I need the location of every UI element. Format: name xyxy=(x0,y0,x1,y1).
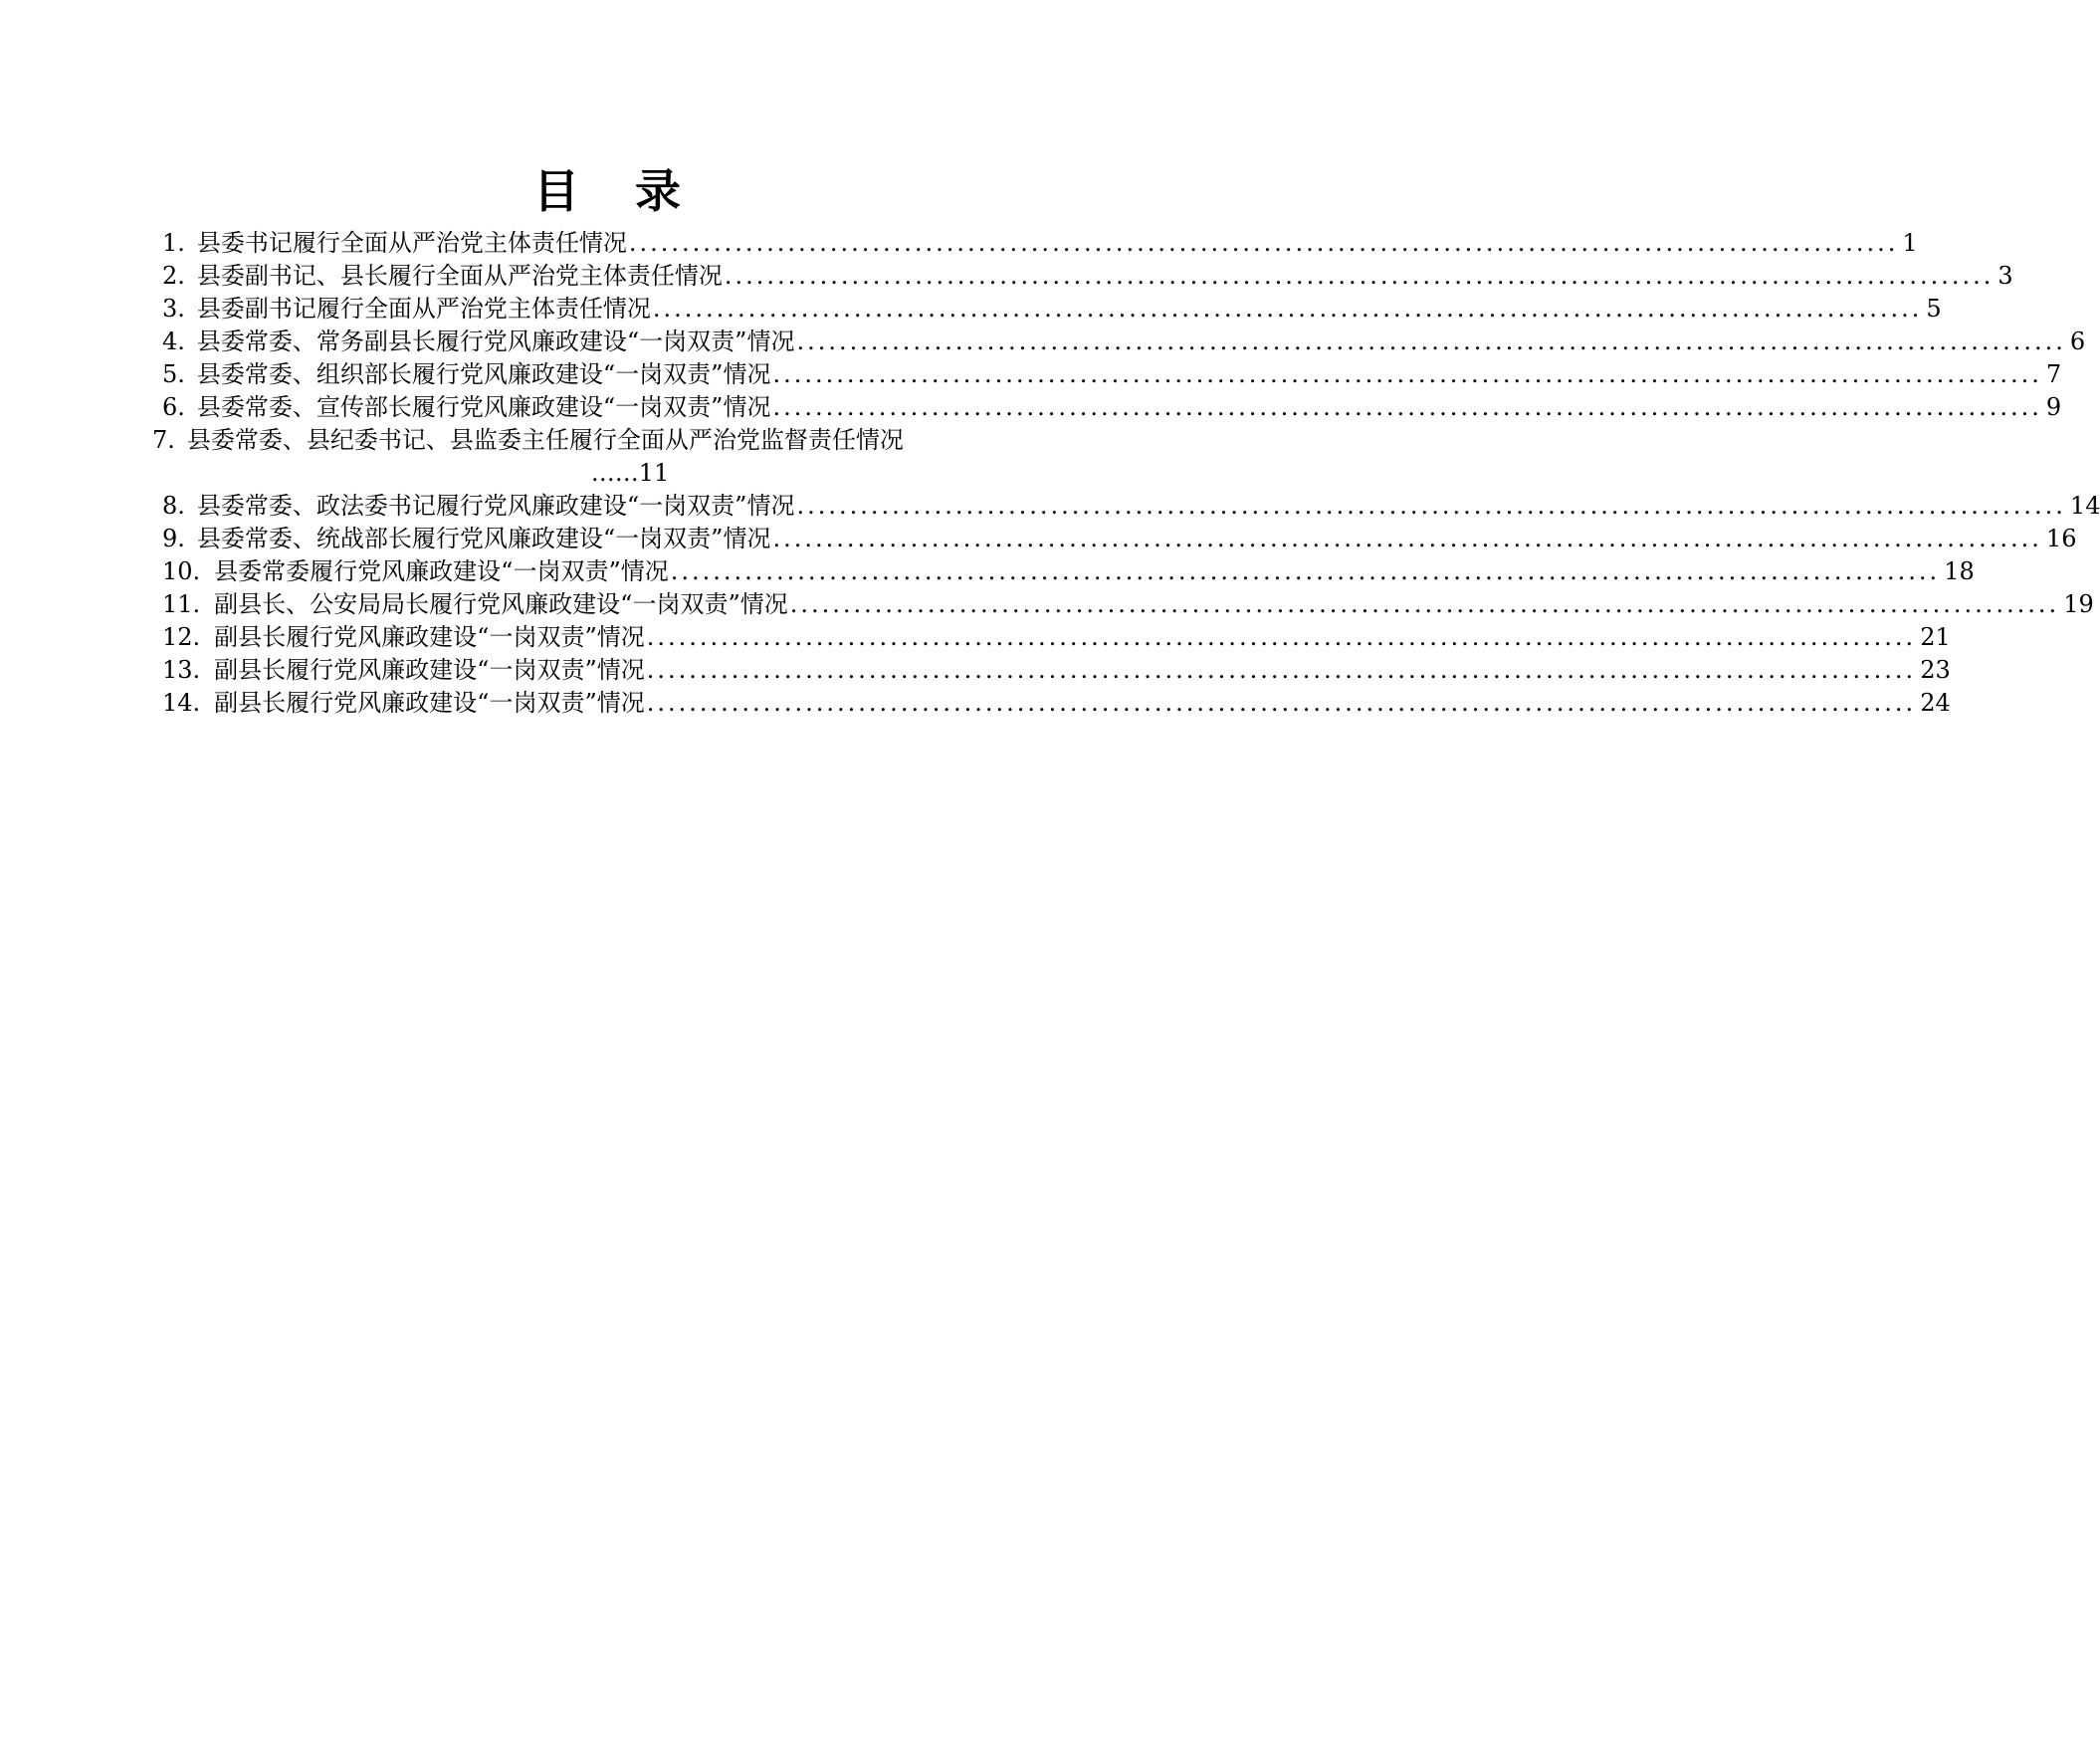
toc-entry[interactable] xyxy=(162,227,1918,260)
toc-entry-text: 县委书记履行全面从严治党主体责任情况 xyxy=(196,229,627,257)
toc-entry-page: 5 xyxy=(1926,295,1942,323)
toc-entry-page: 19 xyxy=(2063,590,2094,618)
toc-entry-text: 副县长履行党风廉政建设“一岗双责”情况 xyxy=(214,689,645,717)
toc-entry-number: 6. xyxy=(162,393,185,421)
toc-entry-page: 9 xyxy=(2045,393,2062,421)
toc-entry-text: 县委常委履行党风廉政建设“一岗双责”情况 xyxy=(214,557,669,585)
toc-entry[interactable] xyxy=(162,555,1975,588)
toc-entry-text: 县委常委、政法委书记履行党风廉政建设“一岗双责”情况 xyxy=(196,492,795,520)
toc-entry[interactable] xyxy=(162,588,2094,621)
toc-entry-dots: ........................................................................................................................ xyxy=(796,492,2066,520)
toc-entry-line xyxy=(152,424,1167,457)
toc-entry-number: 3. xyxy=(162,295,185,323)
toc-entry-page: 24 xyxy=(1920,689,1951,717)
toc-entry-dots: ........................................................................................................................ xyxy=(646,656,1917,684)
toc-entry[interactable] xyxy=(162,391,2062,424)
toc-entry-page: 21 xyxy=(1920,623,1951,651)
toc-entry-dots: ........................................................................................................................ xyxy=(628,229,1899,257)
toc-entry-dots: ........................................................................................................................ xyxy=(670,557,1941,585)
toc-entry-text: 县委常委、组织部长履行党风廉政建设“一岗双责”情况 xyxy=(196,360,771,388)
toc-entry-dots: ........................................................................................................................ xyxy=(724,262,1995,290)
toc-entry-text: 县委常委、县纪委书记、县监委主任履行全面从严治党监督责任情况 xyxy=(186,426,904,454)
toc-entry-dots: ........................................................................................................................ xyxy=(646,689,1917,717)
toc-title: 目 录 xyxy=(532,164,701,218)
toc-entry-page: 23 xyxy=(1920,656,1951,684)
toc-entry-text: 副县长履行党风廉政建设“一岗双责”情况 xyxy=(214,656,645,684)
toc-entry-dots: ........................................................................................................................ xyxy=(772,525,2042,552)
toc-entry-dots: ........................................................................................................................ xyxy=(796,328,2066,355)
toc-entry-page: 18 xyxy=(1944,557,1975,585)
toc-entry-dots: ........................................................................................................................ xyxy=(789,590,2060,618)
toc-entry-text: 县委副书记、县长履行全面从严治党主体责任情况 xyxy=(196,262,723,290)
toc-entry-number: 14. xyxy=(162,689,201,717)
toc-entry-dots: ........................................................................................................................ xyxy=(646,623,1917,651)
toc-entry-number: 1. xyxy=(162,229,185,257)
toc-entry-text: 副县长、公安局局长履行党风廉政建设“一岗双责”情况 xyxy=(214,590,788,618)
toc-entry[interactable] xyxy=(152,424,1167,490)
toc-entry-number: 4. xyxy=(162,328,185,355)
toc-entry[interactable] xyxy=(162,490,2100,523)
toc-entry-number: 9. xyxy=(162,525,185,552)
toc-entry-number: 2. xyxy=(162,262,185,290)
toc-entry-text: 副县长履行党风廉政建设“一岗双责”情况 xyxy=(214,623,645,651)
toc-entry[interactable] xyxy=(162,621,1951,654)
toc-entry-dots: ........................................................................................................................ xyxy=(772,360,2042,388)
toc-entry[interactable] xyxy=(162,687,1951,720)
toc-entry-page: 6 xyxy=(2069,328,2086,355)
toc-entry-text: 县委常委、统战部长履行党风廉政建设“一岗双责”情况 xyxy=(196,525,771,552)
toc-entry-number: 10. xyxy=(162,557,201,585)
toc-entry[interactable] xyxy=(162,358,2062,391)
toc-entry-number: 11. xyxy=(162,590,201,618)
toc-entry[interactable] xyxy=(162,654,1951,687)
toc-entry-page: 3 xyxy=(1997,262,2013,290)
toc-entry-number: 5. xyxy=(162,360,185,388)
toc-entry-page: 11 xyxy=(638,459,670,487)
toc-entry-number: 7. xyxy=(152,426,175,454)
toc-entry-number: 8. xyxy=(162,492,185,520)
toc-entry-leader: …… xyxy=(590,459,639,487)
toc-entry-text: 县委副书记履行全面从严治党主体责任情况 xyxy=(196,295,651,323)
toc-entry[interactable] xyxy=(162,523,2077,555)
toc-entry-page: 16 xyxy=(2045,525,2077,552)
toc-entry-number: 12. xyxy=(162,623,201,651)
toc-entry-dots: ........................................................................................................................ xyxy=(772,393,2042,421)
toc-entry[interactable] xyxy=(162,260,2013,293)
toc-entry[interactable] xyxy=(162,326,2086,358)
toc-entry-text: 县委常委、常务副县长履行党风廉政建设“一岗双责”情况 xyxy=(196,328,795,355)
toc-entry-page: 14 xyxy=(2069,492,2100,520)
toc-entry-text: 县委常委、宣传部长履行党风廉政建设“一岗双责”情况 xyxy=(196,393,771,421)
toc-entry-page: 1 xyxy=(1902,229,1918,257)
toc-entry-dots: ........................................................................................................................ xyxy=(652,295,1923,323)
toc-entry-line xyxy=(93,457,1167,490)
toc-entry[interactable] xyxy=(162,293,1942,326)
toc-list xyxy=(152,227,2100,720)
toc-entry-number: 13. xyxy=(162,656,201,684)
toc-entry-page: 7 xyxy=(2045,360,2062,388)
